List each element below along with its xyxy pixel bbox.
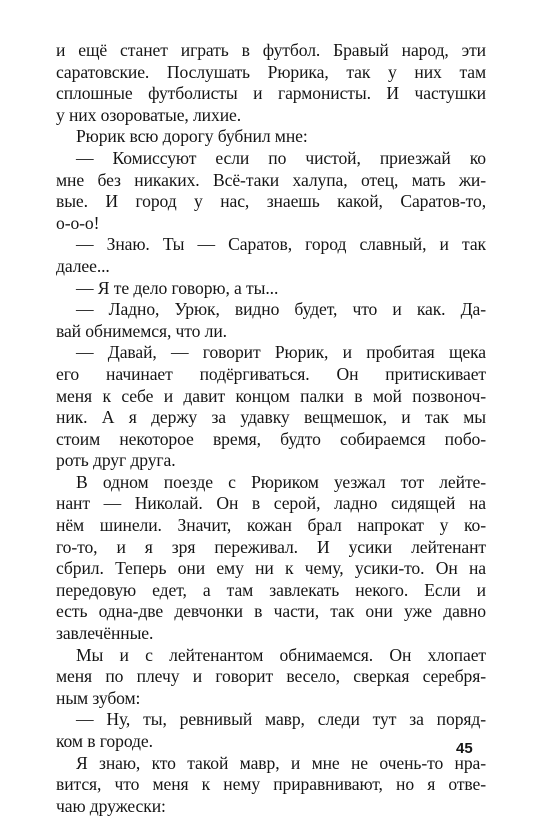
text-line: — Ладно, Урюк, видно будет, что и как. Да- <box>76 299 486 320</box>
text-line: мне без никаких. Всё-таки халупа, отец, мать жи- <box>56 169 486 190</box>
text-line: сплошные футболисты и гармонисты. И частушки <box>56 83 486 104</box>
text-line: вится, что меня к нему приравнивают, но я отве- <box>56 774 486 795</box>
text-line: ник. А я держу за удавку вещмешок, и так мы <box>56 407 486 428</box>
text-line: — Давай, — говорит Рюрик, и пробитая щека <box>76 342 486 363</box>
text-line: вые. И город у нас, знаешь какой, Саратов-то, <box>56 191 486 212</box>
text-line: саратовские. Послушать Рюрика, так у них там <box>56 61 486 82</box>
text-line: о-о-о! <box>56 212 100 233</box>
text-line: передовую едет, а там завлекать некого. Если и <box>56 579 486 600</box>
text-line: ным зубом: <box>56 687 141 708</box>
text-line: нём шинели. Значит, кожан брал напрокат у ко- <box>56 515 486 536</box>
text-line: Рюрик всю дорогу бубнил мне: <box>76 126 308 147</box>
text-line: меня по плечу и говорит весело, сверкая серебря- <box>56 666 486 687</box>
text-line: го-то, и я зря переживал. И усики лейтенант <box>56 536 486 557</box>
text-line: ком в городе. <box>56 731 153 751</box>
text-line: — Знаю. Ты — Саратов, город славный, и так <box>76 234 486 255</box>
text-line: роть друг друга. <box>56 450 176 471</box>
text-line: меня к себе и давит концом палки в мой позвоноч- <box>56 385 486 406</box>
text-line: чаю дружески: <box>56 795 166 816</box>
text-line: вай обнимемся, что ли. <box>56 320 227 341</box>
text-line: Я знаю, кто такой мавр, и мне не очень-то нра- <box>76 752 486 773</box>
body-text <box>56 40 486 817</box>
text-line: нант — Николай. Он в серой, ладно сидящей на <box>56 493 486 514</box>
text-line: есть одна-две девчонки в части, так они уже давно <box>56 601 486 622</box>
text-line: — Ну, ты, ревнивый мавр, следи тут за поряд- <box>76 709 486 730</box>
text-line: — Комиссуют если по чистой, приезжай ко <box>76 147 486 168</box>
text-line: его начинает подёргиваться. Он притискивает <box>56 363 486 384</box>
text-line: сбрил. Теперь они ему ни к чему, усики-то. Он на <box>56 558 486 579</box>
text-line: В одном поезде с Рюриком уезжал тот лейте- <box>76 471 486 492</box>
text-line: далее... <box>56 255 110 276</box>
text-line: стоим некоторое время, будто собираемся побо- <box>56 428 486 449</box>
text-line: у них озороватые, лихие. <box>56 104 242 125</box>
text-line: завлечённые. <box>56 623 154 644</box>
text-line: и ещё станет играть в футбол. Бравый народ, эти <box>56 40 486 60</box>
page-number: 45 <box>456 740 473 757</box>
text-line: Мы и с лейтенантом обнимаемся. Он хлопает <box>76 644 486 665</box>
text-line: — Я те дело говорю, а ты... <box>76 277 279 298</box>
